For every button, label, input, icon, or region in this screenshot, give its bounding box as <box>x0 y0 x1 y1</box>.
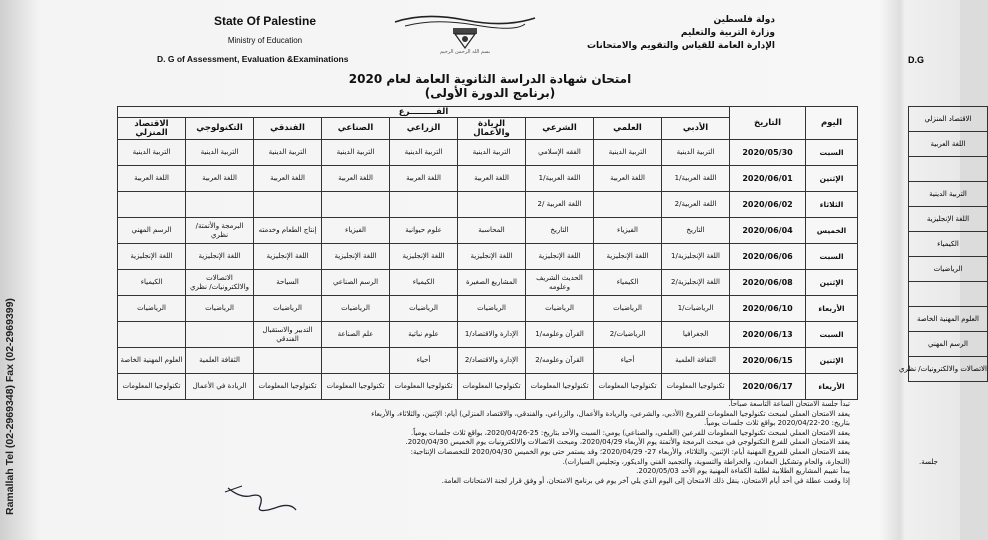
subject-cell: الإدارة والاقتصاد/1 <box>458 322 526 348</box>
adjacent-cell: اللغة الإنجليزية <box>909 207 988 232</box>
table-row <box>118 192 858 218</box>
subject-cell: الرياضيات <box>322 296 390 322</box>
subject-cell <box>322 192 390 218</box>
header-branch-group: الفـــــــــرع <box>118 107 730 118</box>
header-branch: الأدبي <box>662 118 730 140</box>
subject-cell: علم الصناعة <box>322 322 390 348</box>
subject-cell: تكنولوجيا المعلومات <box>458 374 526 400</box>
exam-title-line2: (برنامج الدورة الأولى) <box>424 86 556 100</box>
subject-cell: علوم نباتية <box>390 322 458 348</box>
subject-cell: اللغة العربية/1 <box>662 166 730 192</box>
row-day: السبت <box>806 140 858 166</box>
subject-cell: التدبير والاستقبال الفندقي <box>254 322 322 348</box>
note-line: بتاريخ: 20-2020/04/22 بواقع ثلاث جلسات يومياً. <box>703 419 850 428</box>
directorate-en: D. G of Assessment, Evaluation &Examinations <box>157 54 349 64</box>
directorate-ar: الإدارة العامة للقياس والتقويم والامتحانات <box>586 41 775 51</box>
table-row <box>118 348 858 374</box>
ministry-en: Ministry of Education <box>227 36 303 45</box>
row-day: الأربعاء <box>806 374 858 400</box>
subject-cell: الرسم الصناعي <box>322 270 390 296</box>
subject-cell <box>118 192 186 218</box>
adjacent-cell: الرسم المهني <box>909 332 988 357</box>
subject-cell: الرسم المهني <box>118 218 186 244</box>
table-row <box>118 140 858 166</box>
subject-cell: القرآن وعلومه/1 <box>526 322 594 348</box>
subject-cell: اللغة العربية <box>118 166 186 192</box>
header-branch: الصناعي <box>322 118 390 140</box>
subject-cell <box>594 192 662 218</box>
row-day: الخميس <box>806 218 858 244</box>
subject-cell: الرياضيات/2 <box>594 322 662 348</box>
subject-cell: المشاريع الصغيرة <box>458 270 526 296</box>
row-day: الإثنين <box>806 270 858 296</box>
header-branch: الفندقي <box>254 118 322 140</box>
subject-cell: تكنولوجيا المعلومات <box>390 374 458 400</box>
row-date: 2020/06/04 <box>730 218 806 244</box>
header-branch: الريادة والأعمال <box>458 118 526 140</box>
subject-cell: التربية الدينية <box>390 140 458 166</box>
subject-cell: اللغة العربية/1 <box>526 166 594 192</box>
table-row <box>118 270 858 296</box>
subject-cell: اللغة الإنجليزية/2 <box>662 270 730 296</box>
header-day: اليوم <box>806 107 858 140</box>
table-row <box>118 218 858 244</box>
exam-notes <box>170 400 850 486</box>
table-row <box>118 244 858 270</box>
subject-cell: الإدارة والاقتصاد/2 <box>458 348 526 374</box>
row-date: 2020/06/06 <box>730 244 806 270</box>
subject-cell: الرياضيات <box>526 296 594 322</box>
subject-cell: اللغة العربية <box>594 166 662 192</box>
table-row <box>118 322 858 348</box>
adjacent-cell: الرياضيات <box>909 257 988 282</box>
subject-cell: الجغرافيا <box>662 322 730 348</box>
table-row <box>118 296 858 322</box>
subject-cell: الرياضيات <box>458 296 526 322</box>
ministry-ar: وزارة التربية والتعليم <box>680 28 775 38</box>
subject-cell: اللغة العربية <box>254 166 322 192</box>
exam-title <box>110 72 870 100</box>
subject-cell: علوم حيوانية <box>390 218 458 244</box>
subject-cell: اللغة الإنجليزية <box>322 244 390 270</box>
note-line: يعقد الامتحان العملي لمبحث تكنولوجيا المعلومات للفرعين (العلمي، والصناعي) يومي: السبت والأحد بتاريخ: 25-2020/04/26، بواقع ثلاث جلسات يومياً. <box>410 428 850 437</box>
subject-cell: التاريخ <box>526 218 594 244</box>
subject-cell: الفيزياء <box>322 218 390 244</box>
subject-cell: اللغة الإنجليزية <box>118 244 186 270</box>
subject-cell: الكيمياء <box>118 270 186 296</box>
adjacent-cell: اللغة العربية <box>909 132 988 157</box>
table-row <box>118 166 858 192</box>
row-date: 2020/06/17 <box>730 374 806 400</box>
table-row <box>118 374 858 400</box>
adjacent-cell: الاتصالات والالكترونيات/ نظري <box>909 357 988 382</box>
row-day: السبت <box>806 244 858 270</box>
adjacent-cell: الاقتصاد المنزلي <box>909 107 988 132</box>
subject-cell: أحياء <box>594 348 662 374</box>
header-left <box>157 14 365 64</box>
note-line: إذا وقعت عطلة في أحد أيام الامتحان، ينقل ذلك الامتحان إلى اليوم الذي يلي آخر يوم في برنامج الامتحان، أو وفق قرار لجنة الامتحانات العامة. <box>441 476 850 485</box>
subject-cell <box>186 192 254 218</box>
row-day: الأربعاء <box>806 296 858 322</box>
subject-cell: الاتصالات والالكترونيات/ نظري <box>186 270 254 296</box>
subject-cell: التربية الدينية <box>186 140 254 166</box>
row-date: 2020/06/15 <box>730 348 806 374</box>
row-day: السبت <box>806 322 858 348</box>
subject-cell: الرياضيات/1 <box>662 296 730 322</box>
row-day: الإثنين <box>806 166 858 192</box>
signature-mark <box>220 478 300 518</box>
subject-cell: الرياضيات <box>186 296 254 322</box>
row-day: الإثنين <box>806 348 858 374</box>
note-line: تبدأ جلسة الامتحان الساعة التاسعة صباحاً. <box>728 400 850 408</box>
subject-cell: البرمجة والأتمتة/ نظري <box>186 218 254 244</box>
subject-cell: التربية الدينية <box>118 140 186 166</box>
note-line: (النجارة، والحام وتشكيل المعادن، والخراطة والتسوية، والتجميد الفني والديكور، وتجليس السيارات). <box>562 457 850 466</box>
subject-cell <box>390 192 458 218</box>
adjacent-header: D.G <box>908 55 925 65</box>
subject-cell: الرياضيات <box>390 296 458 322</box>
subject-cell <box>254 192 322 218</box>
subject-cell: اللغة الإنجليزية <box>186 244 254 270</box>
ministry-logo <box>385 8 545 56</box>
subject-cell: السياحة <box>254 270 322 296</box>
subject-cell: العلوم المهنية الخاصة <box>118 348 186 374</box>
subject-cell: الثقافة العلمية <box>662 348 730 374</box>
row-date: 2020/05/30 <box>730 140 806 166</box>
row-date: 2020/06/10 <box>730 296 806 322</box>
state-title-en: State Of Palestine <box>213 14 317 28</box>
subject-cell: الفيزياء <box>594 218 662 244</box>
contact-text: Ramallah Tel (02-2969348) Fax (02-2969399) <box>4 298 16 515</box>
subject-cell: التربية الدينية <box>458 140 526 166</box>
row-day: الثلاثاء <box>806 192 858 218</box>
subject-cell: اللغة العربية/2 <box>662 192 730 218</box>
header-date: التاريخ <box>730 107 806 140</box>
subject-cell: اللغة الإنجليزية <box>526 244 594 270</box>
exam-schedule-table <box>117 106 858 400</box>
header-branch: الاقتصاد المنزلي <box>118 118 186 140</box>
header-branch: التكنولوجي <box>186 118 254 140</box>
subject-cell: اللغة العربية /2 <box>526 192 594 218</box>
note-line: يعقد الامتحان العملي لمبحث تكنولوجيا المعلومات للفروع (الأدبي، والشرعي، والريادة والأعمال، والزراعي، والفندقي، والاقتصاد المنزلي) أيام: الإثنين، والثلاثاء، والأربعاء <box>371 409 850 418</box>
subject-cell <box>254 348 322 374</box>
subject-cell: اللغة الإنجليزية <box>390 244 458 270</box>
subject-cell: الرياضيات <box>254 296 322 322</box>
adjacent-cell <box>909 157 988 182</box>
subject-cell: الرياضيات <box>118 296 186 322</box>
subject-cell: اللغة العربية <box>458 166 526 192</box>
subject-cell: القرآن وعلومه/2 <box>526 348 594 374</box>
subject-cell <box>186 322 254 348</box>
subject-cell: اللغة الإنجليزية/1 <box>662 244 730 270</box>
subject-cell: اللغة العربية <box>390 166 458 192</box>
header-branch: العلمي <box>594 118 662 140</box>
subject-cell: الرياضيات <box>594 296 662 322</box>
subject-cell: الحديث الشريف وعلومه <box>526 270 594 296</box>
row-date: 2020/06/02 <box>730 192 806 218</box>
subject-cell: اللغة العربية <box>186 166 254 192</box>
adjacent-note: جلسة. <box>919 458 938 466</box>
adjacent-cell: التربية الدينية <box>909 182 988 207</box>
subject-cell: التربية الدينية <box>594 140 662 166</box>
note-line: يبدأ تقييم المشاريع الطلابية لطلبة الكفاءة المهنية يوم الأحد 2020/05/03. <box>636 467 850 476</box>
subject-cell: التاريخ <box>662 218 730 244</box>
sidebar-contact-strip <box>4 175 28 515</box>
exam-title-line1: امتحان شهادة الدراسة الثانوية العامة لعام 2020 <box>348 72 632 86</box>
subject-cell: اللغة الإنجليزية <box>594 244 662 270</box>
adjacent-cell: الكيمياء <box>909 232 988 257</box>
subject-cell: تكنولوجيا المعلومات <box>526 374 594 400</box>
subject-cell: التربية الدينية <box>662 140 730 166</box>
row-date: 2020/06/01 <box>730 166 806 192</box>
subject-cell: الريادة في الأعمال <box>186 374 254 400</box>
subject-cell: تكنولوجيا المعلومات <box>594 374 662 400</box>
state-title-ar: دولة فلسطين <box>713 15 775 25</box>
subject-cell: تكنولوجيا المعلومات <box>254 374 322 400</box>
header-branch: الشرعي <box>526 118 594 140</box>
subject-cell <box>118 322 186 348</box>
subject-cell: اللغة العربية <box>322 166 390 192</box>
row-date: 2020/06/08 <box>730 270 806 296</box>
subject-cell: إنتاج الطعام وخدمته <box>254 218 322 244</box>
subject-cell: الفقه الإسلامي <box>526 140 594 166</box>
subject-cell: اللغة الإنجليزية <box>254 244 322 270</box>
subject-cell <box>458 192 526 218</box>
subject-cell: تكنولوجيا المعلومات <box>662 374 730 400</box>
subject-cell: التربية الدينية <box>322 140 390 166</box>
adjacent-cell: العلوم المهنية الخاصة <box>909 307 988 332</box>
header-branch: الزراعي <box>390 118 458 140</box>
subject-cell: الثقافة العلمية <box>186 348 254 374</box>
adjacent-table <box>899 106 988 382</box>
subject-cell: تكنولوجيا المعلومات <box>118 374 186 400</box>
subject-cell: الكيمياء <box>390 270 458 296</box>
row-date: 2020/06/13 <box>730 322 806 348</box>
note-line: يعقد الامتحان العملي للفروع المهنية أيام: الإثنين، والثلاثاء، والأربعاء 27- 2020/04/29؛ وقد يستمر حتى يوم الخميس 2020/04/30 للتخصصات الإنتاجية: <box>410 447 850 456</box>
subject-cell: التربية الدينية <box>254 140 322 166</box>
subject-cell: المحاسبة <box>458 218 526 244</box>
adjacent-page-fragment <box>899 0 987 540</box>
subject-cell: الكيمياء <box>594 270 662 296</box>
subject-cell <box>322 348 390 374</box>
subject-cell: تكنولوجيا المعلومات <box>322 374 390 400</box>
note-line: يعقد الامتحان العملي للفرع التكنولوجي في مبحث البرمجة والأتمتة يوم الأربعاء 2020/04/29، ومبحث الاتصالات والالكترونيات يوم الخميس 2020/04/30. <box>405 438 850 447</box>
adjacent-cell <box>909 282 988 307</box>
logo-caption: بسم الله الرحمن الرحيم <box>439 49 491 55</box>
header-right <box>560 14 775 53</box>
subject-cell: أحياء <box>390 348 458 374</box>
subject-cell: اللغة الإنجليزية <box>458 244 526 270</box>
